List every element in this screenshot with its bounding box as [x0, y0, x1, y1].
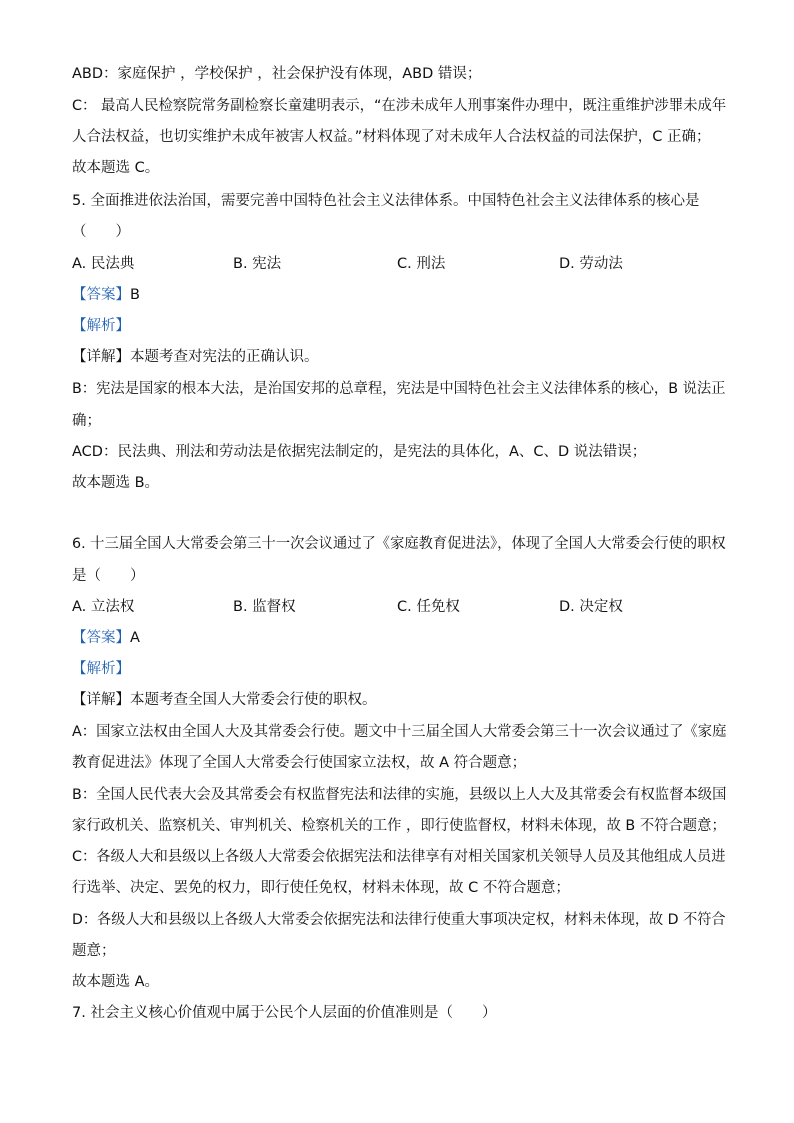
q6-stem-line2: 是（ ）	[72, 568, 145, 584]
q5-answer-value: B	[130, 287, 140, 303]
q7-stem-line1: 7. 社会主义核心价值观中属于公民个人层面的价值准则是（ ）	[72, 1005, 497, 1021]
q6-option-b: B. 监督权	[233, 599, 296, 615]
q6-stem-line1: 6. 十三届全国人大常委会第三十一次会议通过了《家庭教育促进法》，体现了全国人大常委会行使的职权	[72, 536, 726, 552]
q6-option-a-analysis-line1: A：国家立法权由全国人大及其常委会行使。题文中十三届全国人大常委会第三十一次会议通过了《家庭	[72, 724, 727, 740]
q4-option-c-analysis-line1: C： 最高人民检察院常务副检察长童建明表示，“在涉未成年人刑事案件办理中，既注重维护涉罪未成年	[72, 98, 727, 114]
q6-option-c-analysis-line1: C：各级人大和县级以上各级人大常委会依据宪法和法律享有对相关国家机关领导人员及其他组成人员进	[72, 849, 726, 865]
q6-analysis-tag: 【解析】	[72, 661, 130, 677]
q5-answer-tag: 【答案】	[72, 287, 130, 303]
q6-option-d: D. 决定权	[559, 599, 623, 615]
q6-option-c-analysis-line2: 行选举、决定、罢免的权力，即行使任免权，材料未体现，故 C 不符合题意；	[72, 880, 570, 896]
q6-option-a-analysis-line2: 教育促进法》体现了全国人大常委会行使国家立法权，故 A 符合题意；	[72, 755, 527, 771]
q5-conclusion: 故本题选 B。	[72, 475, 160, 491]
q5-detail-text: 本题考查对宪法的正确认识。	[130, 349, 319, 365]
q6-detail-tag: 【详解】	[72, 692, 130, 708]
q5-detail-tag: 【详解】	[72, 349, 130, 365]
q5-detail	[72, 347, 319, 367]
q5-option-b: B. 宪法	[233, 256, 282, 272]
q4-conclusion: 故本题选 C。	[72, 160, 160, 176]
q5-option-d: D. 劳动法	[559, 256, 623, 272]
q5-option-acd-analysis: ACD：民法典、刑法和劳动法是依据宪法制定的，是宪法的具体化，A、C、D 说法错误；	[72, 444, 647, 460]
q6-option-b-analysis-line2: 家行政机关、监察机关、审判机关、检察机关的工作 ，即行使监督权，材料未体现，故 B 不符合题意；	[72, 818, 726, 834]
q6-answer-value: A	[130, 630, 140, 646]
q5-analysis-tag: 【解析】	[72, 318, 130, 334]
q5-option-b-analysis-line2: 确；	[72, 413, 101, 429]
q6-option-d-analysis-line1: D：各级人大和县级以上各级人大常委会依据宪法和法律行使重大事项决定权，材料未体现，故 D 不符合	[72, 912, 726, 928]
q5-option-c: C. 刑法	[397, 256, 446, 272]
q5-stem-line2: （ ）	[72, 224, 130, 240]
q4-option-abd-analysis: ABD：家庭保护 ，学校保护 ，社会保护没有体现，ABD 错误；	[72, 66, 482, 82]
q6-answer	[72, 628, 140, 648]
q5-option-b-analysis-line1: B：宪法是国家的根本大法，是治国安邦的总章程，宪法是中国特色社会主义法律体系的核心，B 说法正	[72, 381, 726, 397]
q6-option-d-analysis-line2: 题意；	[72, 943, 116, 959]
q6-detail-text: 本题考查全国人大常委会行使的职权。	[130, 692, 377, 708]
q5-option-a: A. 民法典	[72, 256, 135, 272]
q5-stem-line1: 5. 全面推进依法治国，需要完善中国特色社会主义法律体系。中国特色社会主义法律体系的核心是	[72, 193, 700, 209]
q5-answer	[72, 285, 140, 305]
q6-option-c: C. 任免权	[397, 599, 460, 615]
q6-conclusion: 故本题选 A。	[72, 974, 160, 990]
q6-detail	[72, 690, 377, 710]
q6-option-a: A. 立法权	[72, 599, 135, 615]
q6-option-b-analysis-line1: B：全国人民代表大会及其常委会有权监督宪法和法律的实施，县级以上人大及其常委会有权监督本级国	[72, 787, 727, 803]
q4-option-c-analysis-line2: 人合法权益，也切实维护未成年被害人权益。”材料体现了对未成年人合法权益的司法保护，C 正确；	[72, 129, 711, 145]
q6-answer-tag: 【答案】	[72, 630, 130, 646]
